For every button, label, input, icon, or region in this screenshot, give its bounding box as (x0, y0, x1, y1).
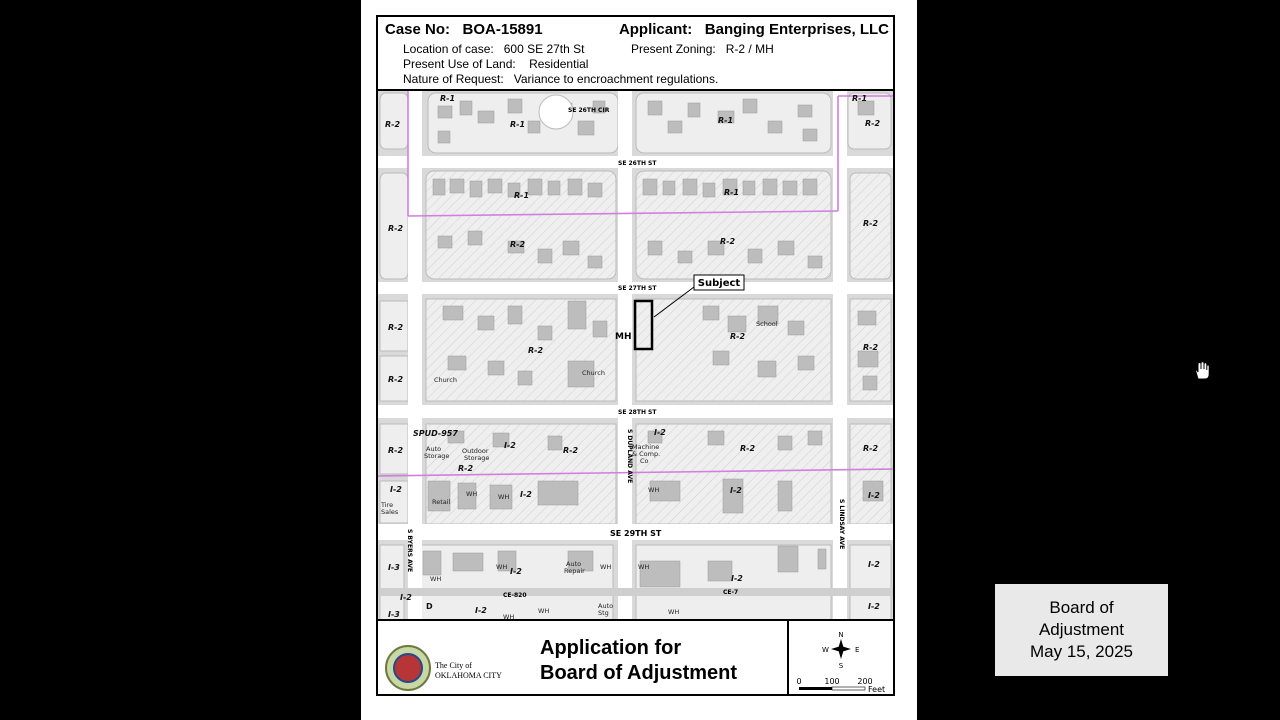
title-line2: Board of Adjustment (540, 662, 738, 684)
hand-cursor-icon (1193, 361, 1211, 381)
svg-text:I-2: I-2 (475, 606, 487, 615)
applicant-label: Applicant: (618, 21, 693, 38)
svg-text:R-1: R-1 (718, 116, 734, 125)
svg-text:Storage: Storage (464, 454, 490, 462)
svg-text:I-3: I-3 (388, 610, 400, 619)
svg-text:Auto: Auto (426, 445, 442, 453)
svg-text:I-2: I-2 (520, 490, 532, 499)
location-label: Location of case: (403, 42, 494, 56)
zoning-label: Present Zoning: (631, 42, 716, 56)
svg-text:Sales: Sales (381, 508, 399, 516)
svg-text:WH: WH (496, 563, 508, 571)
svg-text:Auto: Auto (598, 602, 614, 610)
svg-text:WH: WH (668, 608, 680, 616)
svg-text:Church: Church (434, 376, 458, 384)
svg-text:CE-820: CE-820 (503, 592, 527, 599)
svg-text:WH: WH (430, 575, 442, 583)
svg-text:WH: WH (503, 613, 515, 621)
svg-text:I-2: I-2 (730, 486, 742, 495)
zoning-value: R-2 / MH (725, 42, 774, 56)
subject-callout: Subject (697, 278, 741, 289)
mh-zone-label: MH (615, 332, 632, 342)
svg-text:SE 26TH ST: SE 26TH ST (618, 160, 657, 167)
title-line1: Application for (540, 637, 682, 659)
svg-text:Retail: Retail (432, 498, 451, 506)
scale-tick-200: 200 (857, 677, 873, 686)
svg-text:S BYERS AVE: S BYERS AVE (406, 529, 413, 573)
svg-text:Auto: Auto (566, 560, 582, 568)
svg-text:I-2: I-2 (868, 602, 880, 611)
svg-text:WH: WH (498, 493, 510, 501)
request-label: Nature of Request: (403, 72, 504, 86)
land-use-label: Present Use of Land: (403, 57, 516, 71)
svg-text:WH: WH (466, 490, 478, 498)
compass-w: W (822, 646, 829, 654)
compass-e: E (855, 646, 860, 654)
svg-text:R-2: R-2 (730, 332, 746, 341)
svg-text:Church: Church (582, 369, 606, 377)
svg-text:SE 27TH ST: SE 27TH ST (618, 285, 657, 292)
svg-text:SPUD-957: SPUD-957 (413, 429, 458, 438)
svg-text:I-3: I-3 (388, 563, 400, 572)
sheet-frame (376, 15, 895, 696)
svg-text:Storage: Storage (424, 452, 450, 460)
svg-text:& Comp.: & Comp. (632, 450, 661, 458)
meeting-overlay (995, 584, 1168, 676)
overlay-line1: Board of (1049, 598, 1114, 617)
svg-text:Outdoor: Outdoor (462, 447, 489, 455)
svg-text:WH: WH (648, 486, 660, 494)
svg-text:I-2: I-2 (654, 428, 666, 437)
svg-text:I-2: I-2 (504, 441, 516, 450)
scale-unit: Feet (868, 685, 886, 694)
svg-text:I-2: I-2 (868, 560, 880, 569)
city-line2: OKLAHOMA CITY (435, 671, 502, 680)
svg-text:R-2: R-2 (388, 323, 404, 332)
svg-text:R-1: R-1 (510, 120, 526, 129)
svg-text:R-1: R-1 (852, 94, 868, 103)
svg-text:R-2: R-2 (563, 446, 579, 455)
svg-text:SE 26TH CIR: SE 26TH CIR (568, 107, 610, 114)
case-label: Case No: (385, 21, 451, 38)
svg-text:Tire: Tire (381, 501, 394, 509)
svg-text:WH: WH (538, 607, 550, 615)
overlay-date: May 15, 2025 (1029, 642, 1133, 661)
svg-text:School: School (756, 320, 778, 328)
location-value: 600 SE 27th St (503, 42, 585, 56)
svg-text:R-2: R-2 (740, 444, 756, 453)
svg-text:R-2: R-2 (388, 224, 404, 233)
svg-text:SE 29TH ST: SE 29TH ST (610, 529, 662, 538)
svg-text:I-2: I-2 (731, 574, 743, 583)
case-value: BOA-15891 (462, 21, 543, 38)
city-line1: The City of (435, 661, 472, 670)
applicant-value: Banging Enterprises, LLC (704, 21, 889, 38)
svg-text:R-1: R-1 (440, 94, 456, 103)
svg-text:Co: Co (640, 457, 649, 465)
svg-text:Machine: Machine (632, 443, 660, 451)
svg-text:R-2: R-2 (458, 464, 474, 473)
svg-text:I-2: I-2 (868, 491, 880, 500)
svg-text:CE-7: CE-7 (723, 589, 739, 596)
land-use-value: Residential (529, 57, 589, 71)
svg-text:R-2: R-2 (388, 446, 404, 455)
svg-text:WH: WH (600, 563, 612, 571)
svg-text:R-1: R-1 (724, 188, 740, 197)
svg-text:I-2: I-2 (400, 593, 412, 602)
svg-text:Repair: Repair (564, 567, 585, 575)
request-value: Variance to encroachment regulations. (513, 72, 719, 86)
svg-text:R-2: R-2 (863, 219, 879, 228)
scale-tick-100: 100 (824, 677, 840, 686)
svg-text:R-2: R-2 (388, 375, 404, 384)
svg-text:I-2: I-2 (510, 567, 522, 576)
svg-text:R-2: R-2 (863, 444, 879, 453)
svg-text:R-2: R-2 (528, 346, 544, 355)
svg-text:S DUPLAND AVE: S DUPLAND AVE (626, 429, 633, 484)
svg-text:WH: WH (638, 563, 650, 571)
svg-text:S LINDSAY AVE: S LINDSAY AVE (838, 499, 845, 550)
svg-text:R-1: R-1 (514, 191, 530, 200)
svg-text:I-2: I-2 (390, 485, 402, 494)
svg-text:R-2: R-2 (863, 343, 879, 352)
svg-text:R-2: R-2 (865, 119, 881, 128)
compass-s: S (838, 662, 844, 670)
svg-text:R-2: R-2 (510, 240, 526, 249)
svg-text:R-2: R-2 (385, 120, 401, 129)
svg-text:Stg: Stg (598, 609, 609, 617)
scale-tick-0: 0 (796, 677, 802, 686)
svg-text:R-2: R-2 (720, 237, 736, 246)
compass-n: N (838, 631, 844, 639)
svg-text:SE 28TH ST: SE 28TH ST (618, 409, 657, 416)
svg-text:D: D (426, 602, 433, 611)
overlay-line2: Adjustment (1038, 620, 1125, 639)
